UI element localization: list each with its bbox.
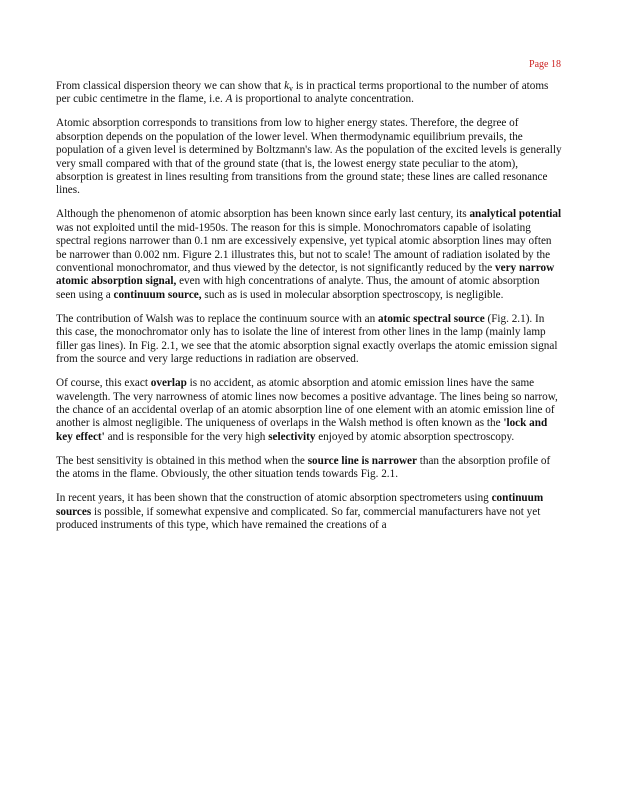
paragraph-7: In recent years, it has been shown that the construction of atomic absorption spectrometers using continuum sources is possible, if somewhat expensive and complicated. So far, commercial manufacturers have not yet produced instruments of this type, which have remained the creations of a xyxy=(56,492,544,531)
paragraph-1: From classical dispersion theory we can show that $k_v$ is in practical terms proportional to the number of atoms per cubic centimetre in the flame, i.e. A is proportional to analyte concentration. xyxy=(56,80,549,106)
paragraph-2: Atomic absorption corresponds to transitions from low to higher energy states. Therefore, the degree of absorption depends on the population of the lower level. When thermodynamic equilibrium prevails, the population of a given level is determined by Boltzmann's law. As the population of the excited levels is generally very small compared with that of the ground state (that is, the lowest energy state peculiar to the atom), absorption is greatest in lines resulting from transitions from the ground state; these lines are called resonance lines. xyxy=(56,117,562,197)
bold-continuum-source: continuum source, xyxy=(113,288,202,301)
bold-source-line-narrower: source line is narrower xyxy=(307,454,417,467)
k-variable: k xyxy=(284,80,290,92)
bold-selectivity: selectivity xyxy=(268,430,316,443)
k-subscript: v xyxy=(289,84,294,93)
paragraph-6: The best sensitivity is obtained in this method when the source line is narrower than the absorption profile of the atoms in the flame. Obviously, the other situation tends towards Fig. 2.1. xyxy=(56,454,551,481)
paragraph-5: Of course, this exact overlap is no accident, as atomic absorption and atomic emission lines have the same wavelength. The very narrowness of atomic lines now becomes a positive advantage. The lines being so narrow, the chance of an accidental overlap of an atomic absorption line of one element with an atomic emission line of another is almost negligible. The uniqueness of overlaps in the Walsh method is often known as the 'lock and key effect' and is responsible for the very high selectivity enjoyed by atomic absorption spectroscopy. xyxy=(56,377,558,443)
bold-very-narrow-signal: very narrow atomic absorption signal, xyxy=(56,262,555,288)
bold-continuum-sources: continuum sources xyxy=(56,492,544,518)
page-number: Page 18 xyxy=(529,59,561,70)
bold-analytical-potential: analytical potential xyxy=(469,208,562,221)
paragraph-4: The contribution of Walsh was to replace the continuum source with an atomic spectral source (Fig. 2.1). In this case, the monochromator only has to isolate the line of interest from other lines in the lamp (mainly lamp filler gas lines). In Fig. 2.1, we see that the atomic absorption signal exactly overlaps the atomic emission signal from the source and very large reductions in radiation are observed. xyxy=(56,312,558,366)
paragraph-3: Although the phenomenon of atomic absorption has been known since early last century, its analytical potential was not exploited until the mid-1950s. The reason for this is simple. Monochromators capable of isolating spectral regions narrower than 0.1 nm are excessively expensive, yet typical atomic absorption lines may often be narrower than 0.002 nm. Figure 2.1 illustrates this, but not to scale! The amount of radiation isolated by the conventional monochromator, and thus viewed by the detector, is not significantly reduced by the very narrow atomic absorption signal, even with high concentrations of analyte. Thus, the amount of atomic absorption seen using a continuum source, such as is used in molecular absorption spectroscopy, is negligible. xyxy=(56,208,562,301)
bold-overlap: overlap xyxy=(150,377,187,390)
bold-atomic-spectral-source: atomic spectral source xyxy=(378,312,485,325)
body-text xyxy=(56,80,562,543)
bold-lock-and-key: 'lock and key effect' xyxy=(56,417,548,443)
a-variable: A xyxy=(225,93,233,106)
